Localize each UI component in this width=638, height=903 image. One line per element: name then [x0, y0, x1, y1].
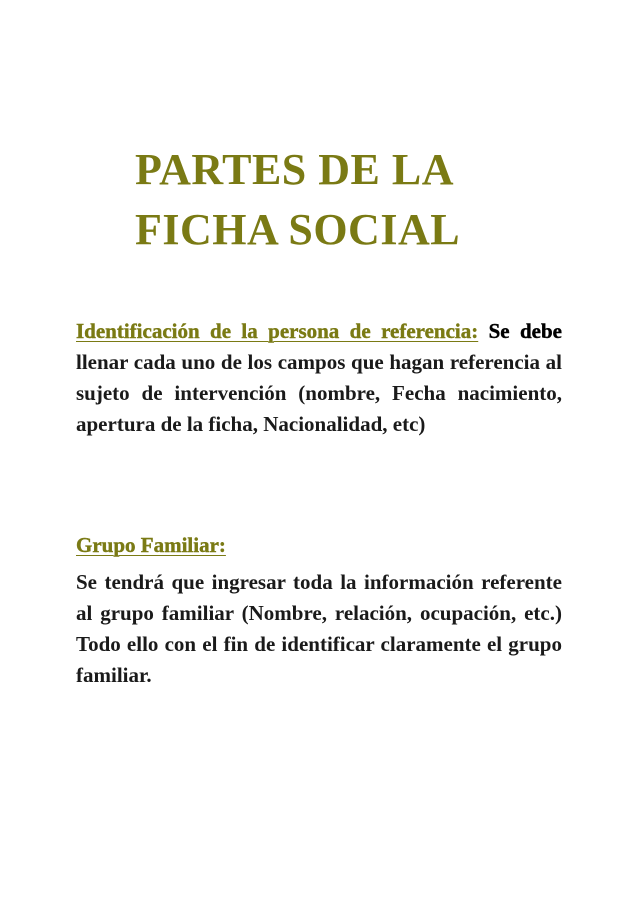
section-identificacion-label: Identificación de la persona de referencia:	[76, 319, 479, 343]
section-grupo-familiar-text: Se tendrá que ingresar toda la información referente al grupo familiar (Nombre, relación, ocupación, etc.) Todo ello con el fin de identificar claramente el grupo familiar.	[76, 570, 562, 687]
page-title-line-1: PARTES DE LA	[135, 145, 455, 194]
section-identificacion	[76, 316, 562, 440]
page-title	[135, 140, 460, 260]
section-identificacion-emphasis: Se debe	[488, 319, 563, 343]
section-identificacion-text: llenar cada uno de los campos que hagan referencia al sujeto de intervención (nombre, Fecha nacimiento, apertura de la ficha, Nacionalidad, etc)	[76, 350, 562, 436]
section-grupo-familiar-label: Grupo Familiar:	[76, 533, 226, 557]
section-grupo-familiar-heading	[76, 530, 562, 561]
page-title-line-2: FICHA SOCIAL	[135, 205, 461, 254]
